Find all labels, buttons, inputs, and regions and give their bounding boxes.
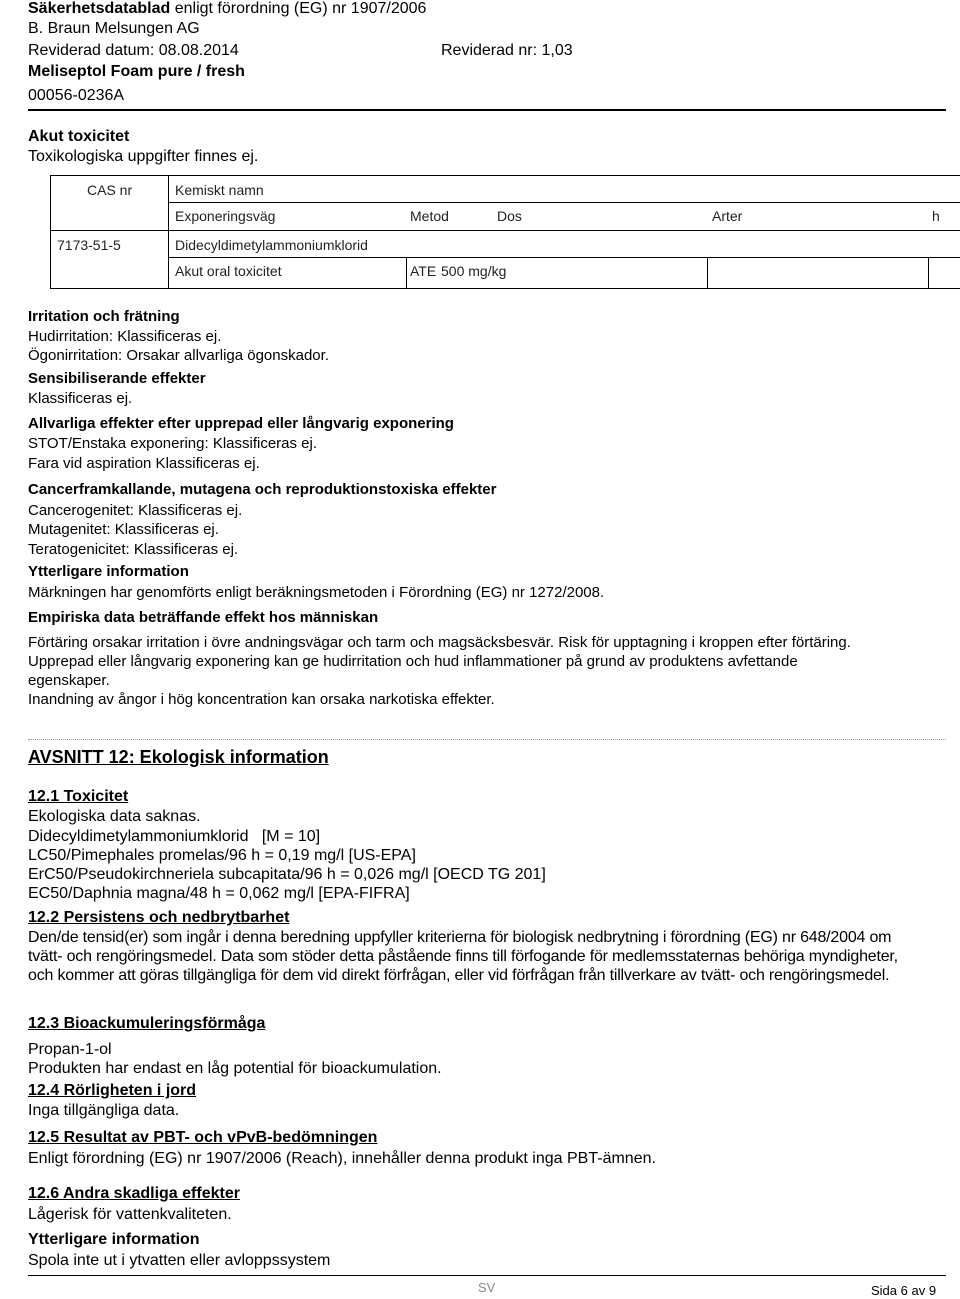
eco-more-heading: Ytterligare information <box>28 1231 200 1248</box>
col-name: Kemiskt namn <box>175 182 264 198</box>
irritation-eye: Ögonirritation: Orsakar allvarliga ögonskador. <box>28 347 329 364</box>
footer-divider <box>28 1275 946 1276</box>
revision-number: Reviderad nr: 1,03 <box>441 42 573 59</box>
pbt-line: Enligt förordning (EG) nr 1907/2006 (Reach), innehåller denna produkt inga PBT-ämnen. <box>28 1150 656 1167</box>
stot-heading: Allvarliga effekter efter upprepad eller långvarig exponering <box>28 415 454 432</box>
irritation-heading: Irritation och frätning <box>28 308 180 325</box>
row-cas: 7173-51-5 <box>57 237 121 253</box>
col-cas: CAS nr <box>87 182 133 198</box>
table-line <box>50 175 51 288</box>
cmr-heading: Cancerframkallande, mutagena och reproduktionstoxiska effekter <box>28 481 497 498</box>
table-line <box>707 257 708 288</box>
row-name: Didecyldimetylammoniumklorid <box>175 237 368 253</box>
empirical-line: egenskaper. <box>28 672 110 689</box>
table-line <box>168 202 960 203</box>
product-code: 00056-0236A <box>28 87 125 104</box>
document-title-bold: Säkerhetsdatablad <box>28 0 171 17</box>
empirical-line: Upprepad eller långvarig exponering kan ge hudirritation och hud inflammationer på grund av produktens avfettande <box>28 653 798 670</box>
row-method: ATE <box>410 263 437 279</box>
eco-more-line: Spola inte ut i ytvatten eller avloppssystem <box>28 1252 331 1269</box>
cmr-teratogenicity: Teratogenicitet: Klassificeras ej. <box>28 541 239 558</box>
revised-date: Reviderad datum: 08.08.2014 <box>28 42 239 59</box>
empirical-line: Inandning av ångor i hög koncentration kan orsaka narkotiska effekter. <box>28 691 495 708</box>
document-title-rest: enligt förordning (EG) nr 1907/2006 <box>170 0 427 17</box>
acute-note: Toxikologiska uppgifter finnes ej. <box>28 148 259 165</box>
persistence-line: och kommer att göras tillgängliga för dem vid direkt förfrågan, eller vid förfrågan från tillverkare av tvätt- och rengöringsmedel. <box>28 967 890 984</box>
toxicity-line: EC50/Daphnia magna/48 h = 0,062 mg/l [EPA-FIFRA] <box>28 885 410 902</box>
product-name: Meliseptol Foam pure / fresh <box>28 63 245 80</box>
bioaccumulation-line: Propan-1-ol <box>28 1041 112 1058</box>
table-line <box>168 257 960 258</box>
mobility-line: Inga tillgängliga data. <box>28 1102 180 1119</box>
tox-more-heading: Ytterligare information <box>28 563 189 580</box>
other-effects-line: Lågerisk för vattenkvaliteten. <box>28 1206 232 1223</box>
toxicity-line: LC50/Pimephales promelas/96 h = 0,19 mg/l [US-EPA] <box>28 847 416 864</box>
row-route: Akut oral toxicitet <box>175 263 282 279</box>
sensitization-text: Klassificeras ej. <box>28 390 133 407</box>
section12-title: AVSNITT 12: Ekologisk information <box>28 747 329 767</box>
section-divider <box>28 739 946 740</box>
footer-page-number: Sida 6 av 9 <box>871 1283 937 1298</box>
bioaccumulation-heading: 12.3 Bioackumuleringsförmåga <box>28 1015 266 1032</box>
other-effects-heading: 12.6 Andra skadliga effekter <box>28 1185 240 1202</box>
bioaccumulation-line: Produkten har endast en låg potential för bioackumulation. <box>28 1060 442 1077</box>
cmr-mutagenicity: Mutagenitet: Klassificeras ej. <box>28 521 219 538</box>
table-line <box>50 175 960 176</box>
table-line <box>928 257 929 288</box>
table-line <box>50 230 960 231</box>
col-dose: Dos <box>497 208 522 224</box>
tox-more-text: Märkningen har genomförts enligt beräkningsmetoden i Förordning (EG) nr 1272/2008. <box>28 584 605 601</box>
empirical-line: Förtäring orsakar irritation i övre andningsvägar och tarm och magsäcksbesvär. Risk för upptagning i kroppen efter förtäring. <box>28 634 851 651</box>
toxicity-line: ErC50/Pseudokirchneriela subcapitata/96 h = 0,026 mg/l [OECD TG 201] <box>28 866 546 883</box>
toxicity-heading: 12.1 Toxicitet <box>28 788 129 805</box>
acute-heading: Akut toxicitet <box>28 128 130 145</box>
persistence-line: Den/de tensid(er) som ingår i denna beredning uppfyller kriterierna för biologisk nedbrytning i förordning (EG) nr 648/2004 om <box>28 929 892 946</box>
toxicity-line: Didecyldimetylammoniumklorid [M = 10] <box>28 828 321 845</box>
persistence-line: tvätt- och rengöringsmedel. Data som stöder detta påstående finns till förfogande för medlemsstaternas behöriga myndigheter, <box>28 948 898 965</box>
sensitization-heading: Sensibiliserande effekter <box>28 370 206 387</box>
col-species: Arter <box>712 208 743 224</box>
stot-single: STOT/Enstaka exponering: Klassificeras ej. <box>28 435 318 452</box>
stot-aspiration: Fara vid aspiration Klassificeras ej. <box>28 455 260 472</box>
company-name: B. Braun Melsungen AG <box>28 20 200 37</box>
table-line <box>168 175 169 288</box>
col-route: Exponeringsväg <box>175 208 276 224</box>
cmr-carcinogenicity: Cancerogenitet: Klassificeras ej. <box>28 502 243 519</box>
document-title <box>28 0 426 18</box>
table-line <box>406 257 407 288</box>
col-h: h <box>932 208 940 224</box>
header-divider <box>28 109 946 111</box>
persistence-heading: 12.2 Persistens och nedbrytbarhet <box>28 909 290 926</box>
empirical-heading: Empiriska data beträffande effekt hos människan <box>28 609 379 626</box>
col-method: Metod <box>410 208 449 224</box>
table-line <box>50 288 960 289</box>
mobility-heading: 12.4 Rörligheten i jord <box>28 1082 197 1099</box>
pbt-heading: 12.5 Resultat av PBT- och vPvB-bedömningen <box>28 1129 378 1146</box>
footer-language: SV <box>478 1280 496 1295</box>
toxicity-line: Ekologiska data saknas. <box>28 808 201 825</box>
irritation-skin: Hudirritation: Klassificeras ej. <box>28 328 222 345</box>
row-dose: 500 mg/kg <box>441 263 507 279</box>
